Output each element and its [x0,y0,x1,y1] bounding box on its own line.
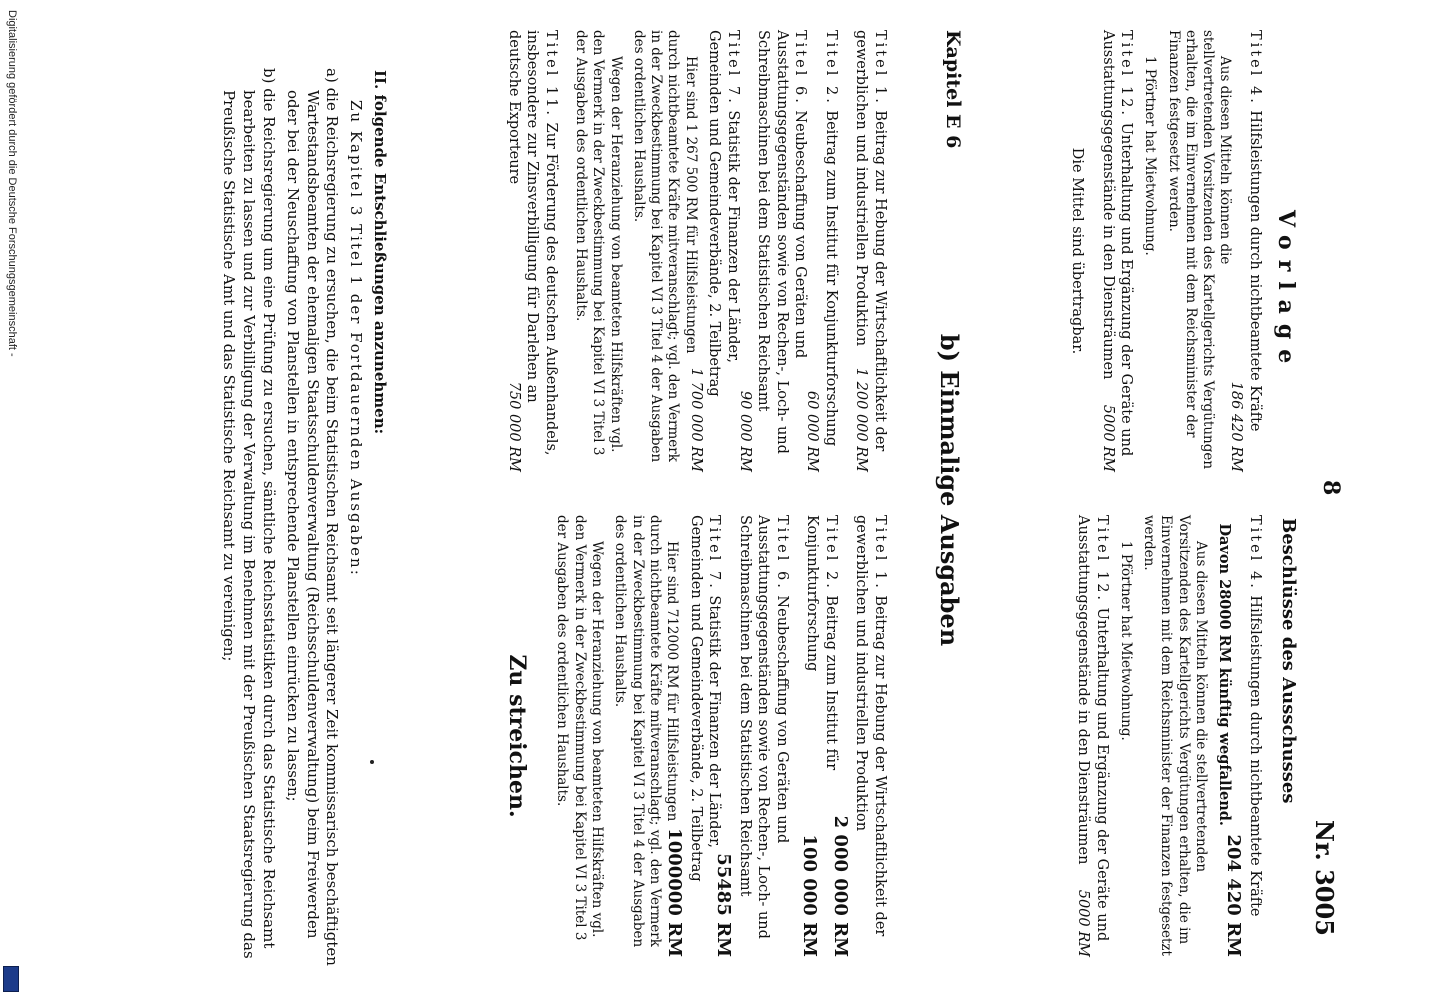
titel-lead: Titel 11. [542,30,559,119]
titel-text: Statistik der Finanzen der Länder, Gemeinden und Gemeindeverbände, 2. Teilbetrag [706,30,741,397]
mittel-note: Aus diesen Mitteln können die stellvertretenden Vorsitzenden des Kartellgerichts Vergütungen erhalten, die im Einvernehmen mit dem Reichsminister der Finanzen festgesetzt werden. [1141,515,1209,956]
titel-note: Hier sind 712000 RM für Hilfsleistungen durch nichtbeamtete Kräfte mitveranschlagt; vgl. den Vermerk in der Zweckbestimmung bei Kapitel VI 3 Titel 4 der Ausgaben des ordentlichen Haushalts. [612,515,681,948]
titel-lead: Titel 1. [872,515,888,591]
titel-amount: 186 420 RM [1228,381,1245,472]
mittel-note: Aus diesen Mitteln können die stellvertretenden Vorsitzenden des Kartellgerichts Vergütungen erhalten, die im Einvernehmen mit dem Reichsminister der Finanzen festgesetzt werden. [1165,30,1234,470]
titel-lead: Titel 6. [792,30,809,106]
titel-lead: Titel 6. [773,515,790,591]
titel-note: Hier sind 1 267 500 RM für Hilfsleistungen durch nichtbeamtete Kräfte mitveranschlagt; vgl. den Vermerk in der Zweckbestimmung bei Kapitel VI 3 Titel 4 der Ausgaben des ordentlichen Haushalts. [630,30,699,463]
kapitel-heading: Kapitel E 6 [942,30,964,149]
titel-note: Wegen der Heranziehung von beamteten Hilfskräften vgl. den Vermerk in der Zweckbestimmung bei Kapitel VI 3 Titel 3 der Ausgaben des ordentlichen Haushalts. [573,30,624,456]
titel-lead: Titel 7. [724,30,741,106]
uebertragbar-note: Die Mittel sind übertragbar. [1069,147,1086,355]
titel-amount: 5000 RM [1099,404,1116,472]
left-titel12 [1098,30,1135,472]
entschliessungen-section [215,30,389,970]
titel-amount: 1000000 RM [664,828,686,957]
titel-lead: Titel 1. [872,30,888,106]
titel-amount: 750 000 RM [505,381,522,472]
titel-lead: Titel 7. [706,515,723,591]
titel-text: Unterhaltung und Ergänzung der Geräte und Ausstattungsgegenstände in den Diensträumen [1099,30,1135,457]
vorlage-column-bottom [492,30,889,472]
left-titel4 [1228,30,1264,472]
page-number: 8 [1318,480,1344,496]
left-e6-titel11 [504,30,560,472]
vorlage-column-top [1061,30,1264,472]
titel-lead: Titel 2. [822,30,839,106]
entschliessung-b: b) die Reichsregierung um eine Prüfung zu ersuchen, sämtliche Reichsstatistiken durch das Statistische Reichsamt bearbeiten zu lassen und zur Verbilligung der Verwaltung im Benehmen mit der Preußischen Staatsregierung das Preußische Statistische Amt und das Statistische Reichsamt zu vereinigen; [220,68,279,959]
titel-text: Beitrag zum Institut für Konjunkturforschung [822,110,839,447]
titel-amount: 100 000 RM [799,834,821,957]
beschluesse-heading: Beschlüsse des Ausschusses [1278,518,1299,804]
titel-amount: 1 200 000 RM [853,367,870,472]
titel-text: Beitrag zum Institut für Konjunkturforschung [804,515,839,771]
titel-note: Wegen der Heranziehung von beamteten Hilfskräften vgl. den Vermerk in der Zweckbestimmung bei Kapitel VI 3 Titel 3 der Ausgaben des ordentlichen Haushalts. [554,515,606,941]
titel-text: Hilfsleistungen durch nichtbeamtete Kräfte [1247,110,1263,432]
left-e6-titel6 [736,30,810,472]
vorlage-heading: Vorlage [1273,210,1299,374]
einmalige-heading: b) Einmalige Ausgaben [935,333,964,647]
digitization-note-text: Digitalisierung gefördert durch die Deutsche Forschungsgemeinschaft - [6,10,18,357]
titel-amount: 204 420 RM [1223,834,1245,957]
titel-amount: 5000 RM [1075,889,1092,957]
titel-text: Zur Förderung des deutschen Außenhandels, insbesondere zur Zinsverbilligung für Darlehen an deutsche Exporteure [505,30,559,456]
section-subheading: Zu Kapitel 3 Titel 1 der Fortdauernden Ausgaben: [347,100,366,577]
zu-streichen-note: Zu streichen. [504,654,531,818]
titel-text: Beitrag zur Hebung der Wirtschaftlichkeit der gewerblichen und industriellen Produktion [853,30,888,452]
section-intro: II. folgende Entschließungen anzunehmen: [371,70,389,435]
titel-text: Statistik der Finanzen der Länder, Gemeinden und Gemeindeverbände, 2. Teilbetrag [687,515,723,882]
titel-amount: 60 000 RM [804,390,821,472]
beschluesse-column-bottom [503,515,889,957]
right-titel12 [1073,515,1110,957]
titel-text: Neubeschaffung von Geräten und Ausstattungsgegenständen sowie von Rechen-, Loch- und Schreibmaschinen bei dem Statistischen Reichsamt [736,515,790,939]
davon-note: Davon 28000 RM künftig wegfallend. [1216,523,1234,826]
titel-lead: Titel 2. [822,515,839,591]
titel-lead: Titel 12. [1093,515,1110,604]
left-e6-titel7 [572,30,742,472]
titel-lead: Titel 12. [1118,30,1135,119]
right-e6-titel7 [553,515,723,957]
titel-amount: 1 700 000 RM [687,367,704,472]
titel-amount: 90 000 RM [736,390,753,472]
page-header [1273,0,1434,1000]
titel-lead: Titel 4. [1247,515,1263,591]
left-e6-titel2 [804,30,840,472]
pfoertner-note: 1 Pförtner hat Mietwohnung. [1117,541,1134,741]
titel-amount: 2 000 000 RM [829,815,851,957]
pfoertner-note: 1 Pförtner hat Mietwohnung. [1142,56,1159,256]
titel-text: Hilfsleistungen durch nichtbeamtete Kräfte [1247,595,1263,917]
left-e6-titel1 [852,30,889,472]
titel-text: Beitrag zur Hebung der Wirtschaftlichkeit der gewerblichen und industriellen Produktion [853,515,888,937]
document-number: Nr. 3005 [1310,820,1339,936]
beschluesse-column-top [1061,515,1264,957]
entschliessung-a: a) die Reichsregierung zu ersuchen, die beim Statistischen Reichsamt seit längerer Zeit kommissarisch beschäftigten Wartestandsbeamten der ehemaligen Staatsschuldenverwaltung (Reichsschuldenverwaltung) beim Freiwerden oder bei der Neuschaffung von Planstellen in entsprechende Planstellen einrücken zu lassen; [283,68,342,966]
titel-amount: 55485 RM [713,853,735,957]
titel-text: Unterhaltung und Ergänzung der Geräte und Ausstattungsgegenstände in den Diensträumen [1075,515,1110,942]
titel-lead: Titel 4. [1247,30,1263,106]
titel-text: Neubeschaffung von Geräten und Ausstattungsgegenständen sowie von Rechen-, Loch- und Schreibmaschinen bei dem Statistischen Reichsamt [755,30,809,454]
